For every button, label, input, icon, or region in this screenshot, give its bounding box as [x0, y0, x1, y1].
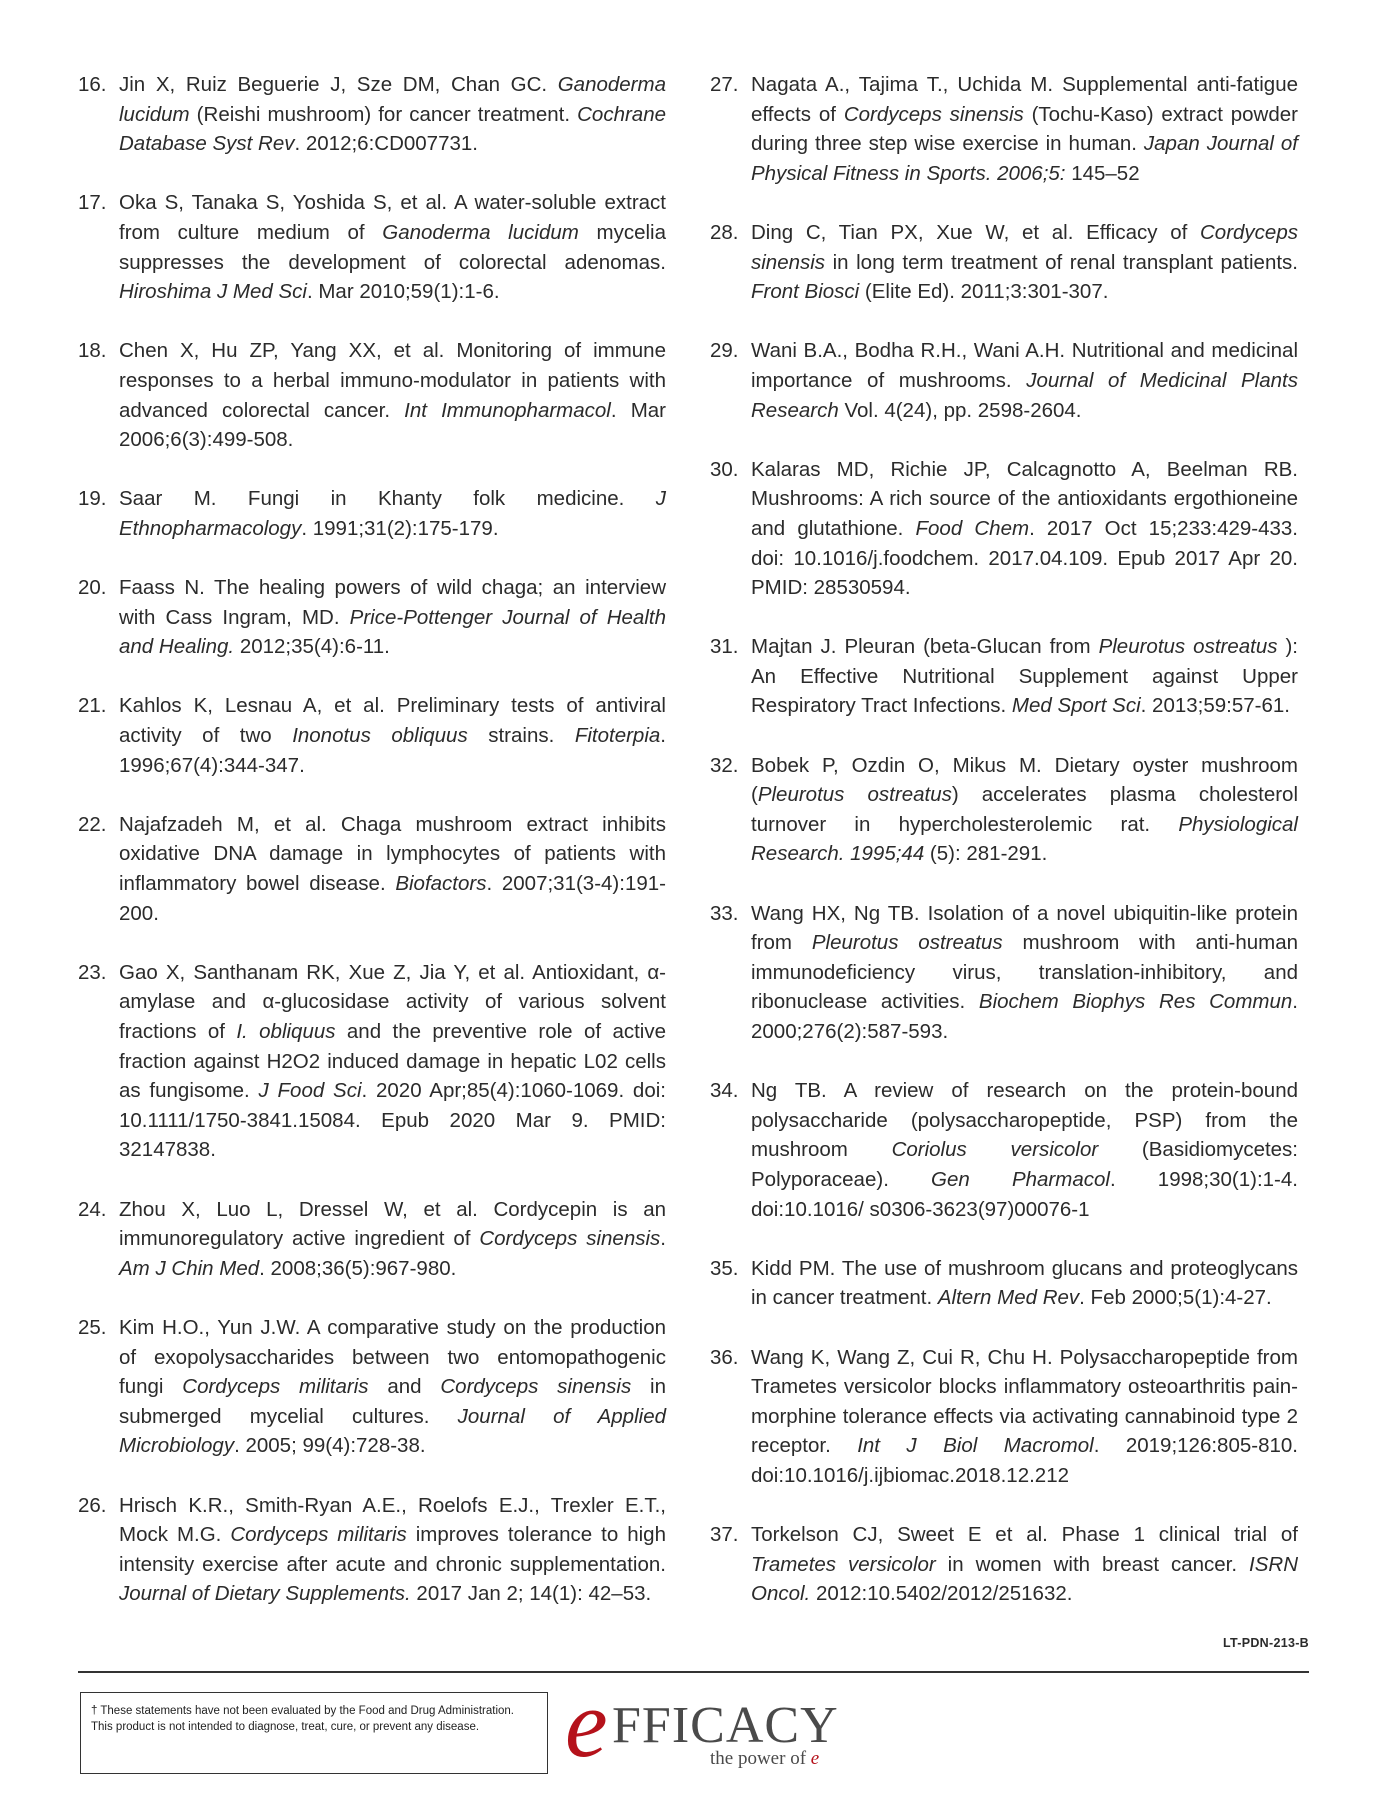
reference-segment: 145–52	[1065, 161, 1140, 185]
reference-segment: and the preventive role of active fraction against H2O2 induced damage in hepatic L02 cells as fungisome.	[119, 1020, 666, 1103]
reference-segment: Torkelson CJ, Sweet E et al. Phase 1 clinical trial of	[751, 1523, 1298, 1547]
reference-text	[119, 958, 666, 1165]
reference-number: 27.	[710, 73, 739, 96]
reference-segment: (Basidiomycetes: Polyporaceae).	[751, 1138, 1299, 1191]
reference-number: 29.	[710, 339, 739, 363]
reference-item	[78, 1313, 666, 1461]
reference-number: 21.	[78, 694, 107, 718]
reference-segment: Saar M. Fungi in Khanty folk medicine.	[119, 487, 656, 511]
reference-segment: Vol. 4(24), pp. 2598-2604.	[838, 398, 1082, 422]
reference-italic-segment: Front Biosci	[751, 280, 860, 304]
reference-segment: . 2020 Apr;85(4):1060-1069. doi: 10.1111/1750-3841.15084. Epub 2020 Mar 9. PMID: 32147838.	[119, 1079, 666, 1162]
reference-italic-segment: Am J Chin Med	[119, 1256, 260, 1280]
reference-number: 33.	[710, 901, 739, 925]
reference-segment: . 2013;59:57-61.	[1140, 694, 1290, 718]
reference-segment: and	[368, 1375, 441, 1399]
reference-text	[751, 1254, 1298, 1313]
reference-text	[751, 218, 1298, 307]
reference-number: 35.	[710, 1256, 739, 1280]
reference-text	[751, 1343, 1298, 1491]
reference-number: 22.	[78, 812, 107, 836]
reference-segment: Ding C, Tian PX, Xue W, et al. Efficacy of	[751, 220, 1200, 244]
reference-text	[119, 188, 666, 306]
reference-italic-segment: Cochrane Database Syst Rev	[119, 102, 666, 156]
reference-number: 37.	[710, 1523, 739, 1547]
reference-item	[710, 70, 1298, 188]
reference-text	[751, 899, 1298, 1047]
reference-number: 18.	[78, 339, 107, 363]
reference-segment: Zhou X, Luo L, Dressel W, et al. Cordycepin is an immunoregulatory active ingredient of	[119, 1197, 666, 1251]
reference-segment: 2012;35(4):6-11.	[234, 635, 390, 659]
reference-text	[119, 1195, 666, 1284]
reference-segment: 2017 Jan 2; 14(1): 42–53.	[410, 1582, 652, 1606]
reference-italic-segment: ISRN Oncol.	[751, 1552, 1298, 1606]
reference-italic-segment: Fitoterpia	[574, 724, 661, 748]
reference-italic-segment: Japan Journal of Physical Fitness in Sports. 2006;5:	[751, 132, 1299, 185]
reference-segment: Wani B.A., Bodha R.H., Wani A.H. Nutritional and medicinal importance of mushrooms.	[751, 339, 1298, 392]
footer-divider	[78, 1671, 1309, 1673]
reference-number: 25.	[78, 1315, 107, 1339]
reference-text	[751, 751, 1298, 869]
reference-number: 26.	[78, 1493, 107, 1517]
reference-segment: . 1998;30(1):1-4. doi:10.1016/ s0306-3623(97)00076-1	[751, 1167, 1298, 1221]
reference-segment: Chen X, Hu ZP, Yang XX, et al. Monitoring of immune responses to a herbal immuno-modulator in patients with advanced colorectal cancer.	[119, 339, 666, 422]
reference-number: 19.	[78, 487, 107, 511]
reference-segment: ) accelerates plasma cholesterol turnover in hypercholesterolemic rat.	[751, 783, 1299, 836]
reference-item	[78, 484, 666, 543]
reference-segment: . 2000;276(2):587-593.	[751, 990, 1298, 1043]
reference-segment: Najafzadeh M, et al. Chaga mushroom extract inhibits oxidative DNA damage in lymphocytes of patients with inflammatory bowel disease.	[119, 812, 666, 896]
reference-italic-segment: Ganoderma lucidum	[382, 220, 579, 244]
reference-text	[119, 70, 666, 159]
reference-segment: 2012:10.5402/2012/251632.	[810, 1582, 1073, 1606]
reference-number: 20.	[78, 576, 107, 600]
disclaimer-line-1: † These statements have not been evaluated by the Food and Drug Administration.	[91, 1705, 515, 1717]
reference-italic-segment: Med Sport Sci	[1011, 694, 1141, 718]
reference-segment: mycelia suppresses the development of colorectal adenomas.	[119, 220, 666, 274]
reference-text	[751, 1520, 1298, 1609]
reference-segment: . 2007;31(3-4):191-200.	[119, 872, 666, 925]
reference-text	[119, 573, 666, 662]
reference-segment: . Mar 2010;59(1):1-6.	[306, 280, 500, 304]
reference-item	[78, 188, 666, 306]
reference-segment: Kalaras MD, Richie JP, Calcagnotto A, Beelman RB. Mushrooms: A rich source of the antioxidants ergothioneine and glutathione.	[751, 457, 1298, 540]
reference-item	[710, 899, 1298, 1047]
reference-segment: in long term treatment of renal transplant patients.	[825, 250, 1298, 274]
reference-italic-segment: Cordyceps sinensis	[843, 102, 1024, 126]
logo-initial: e	[565, 1670, 608, 1777]
reference-segment: Hrisch K.R., Smith-Ryan A.E., Roelofs E.J., Trexler E.T., Mock M.G.	[119, 1493, 666, 1547]
reference-segment: . 2008;36(5):967-980.	[259, 1256, 457, 1280]
reference-italic-segment: Altern Med Rev	[937, 1286, 1080, 1310]
logo-wordmark: FFICACY	[612, 1697, 839, 1754]
reference-segment: (Reishi mushroom) for cancer treatment.	[189, 102, 578, 126]
reference-text	[119, 1313, 666, 1461]
reference-item	[78, 691, 666, 780]
reference-italic-segment: Ganoderma lucidum	[119, 73, 666, 126]
reference-text	[751, 1076, 1298, 1224]
reference-text	[119, 484, 666, 543]
reference-number: 17.	[78, 191, 107, 215]
reference-italic-segment: Cordyceps militaris	[182, 1375, 369, 1399]
reference-segment: . Feb 2000;5(1):4-27.	[1079, 1286, 1272, 1310]
reference-text	[119, 336, 666, 454]
reference-item	[78, 573, 666, 662]
reference-segment: Jin X, Ruiz Beguerie J, Sze DM, Chan GC.	[119, 73, 558, 96]
reference-segment: ): An Effective Nutritional Supplement against Upper Respiratory Tract Infections.	[751, 635, 1299, 718]
logo-tagline-initial: e	[810, 1748, 820, 1769]
reference-segment: Nagata A., Tajima T., Uchida M. Supplemental anti-fatigue effects of	[751, 73, 1298, 126]
reference-italic-segment: Cordyceps sinensis	[751, 220, 1298, 274]
reference-italic-segment: Cordyceps sinensis	[440, 1375, 632, 1399]
reference-text	[119, 810, 666, 928]
reference-number: 30.	[710, 457, 739, 481]
reference-segment: Ng TB. A review of research on the protein-bound polysaccharide (polysaccharopeptide, PSP) from the mushroom	[751, 1079, 1298, 1162]
reference-number: 23.	[78, 960, 107, 984]
reference-segment: Bobek P, Ozdin O, Mikus M. Dietary oyster mushroom (	[751, 753, 1298, 807]
reference-item	[710, 632, 1298, 721]
reference-segment: . 1996;67(4):344-347.	[119, 724, 666, 777]
reference-italic-segment: Coriolus versicolor	[891, 1138, 1099, 1162]
reference-text	[119, 691, 666, 780]
reference-segment: . 1991;31(2):175-179.	[301, 516, 499, 540]
efficacy-logo	[565, 1670, 839, 1787]
reference-number: 28.	[710, 220, 739, 244]
reference-segment: in women with breast cancer.	[935, 1552, 1250, 1576]
reference-segment: Kidd PM. The use of mushroom glucans and proteoglycans in cancer treatment.	[751, 1256, 1298, 1310]
disclaimer-line-2: This product is not intended to diagnose, treat, cure, or prevent any disease.	[91, 1721, 480, 1733]
reference-item	[78, 1491, 666, 1609]
references-left-column	[78, 70, 666, 1638]
reference-segment: improves tolerance to high intensity exercise after acute and chronic supplementation.	[119, 1523, 666, 1576]
reference-segment: Faass N. The healing powers of wild chaga; an interview with Cass Ingram, MD.	[119, 576, 666, 629]
reference-number: 34.	[710, 1079, 739, 1103]
reference-number: 24.	[78, 1197, 107, 1221]
reference-segment: . 2005; 99(4):728-38.	[234, 1434, 426, 1458]
reference-italic-segment: Journal of Medicinal Plants Research	[751, 368, 1298, 422]
document-code: LT-PDN-213-B	[1222, 1636, 1309, 1650]
reference-italic-segment: Int Immunopharmacol	[404, 398, 611, 422]
reference-italic-segment: Trametes versicolor	[751, 1552, 936, 1576]
reference-text	[751, 455, 1298, 603]
fda-disclaimer-box	[80, 1692, 548, 1774]
reference-segment: strains.	[467, 724, 575, 748]
reference-item	[78, 336, 666, 454]
reference-number: 32.	[710, 753, 739, 777]
reference-segment: (5): 281-291.	[924, 842, 1048, 866]
reference-italic-segment: Pleurotus ostreatus	[757, 783, 952, 807]
logo-tagline-text: the power of	[710, 1748, 807, 1769]
reference-segment: Wang HX, Ng TB. Isolation of a novel ubiquitin-like protein from	[751, 901, 1298, 955]
reference-number: 16.	[78, 73, 107, 96]
reference-item	[710, 1520, 1298, 1609]
reference-item	[710, 1254, 1298, 1313]
reference-text	[119, 1491, 666, 1609]
reference-italic-segment: Hiroshima J Med Sci	[119, 280, 307, 304]
reference-text	[751, 70, 1298, 188]
reference-segment: Kahlos K, Lesnau A, et al. Preliminary tests of antiviral activity of two	[119, 694, 666, 748]
reference-segment: . Mar 2006;6(3):499-508.	[119, 398, 666, 452]
reference-item	[710, 1076, 1298, 1224]
references-right-column	[710, 70, 1298, 1638]
reference-italic-segment: Biochem Biophys Res Commun	[978, 990, 1293, 1014]
reference-item	[78, 70, 666, 159]
reference-segment: . 2017 Oct 15;233:429-433. doi: 10.1016/j.foodchem. 2017.04.109. Epub 2017 Apr 20. PMID: 28530594.	[751, 516, 1299, 600]
reference-italic-segment: Physiological Research. 1995;44	[751, 812, 1298, 866]
reference-italic-segment: I. obliquus	[236, 1020, 336, 1043]
reference-segment: (Tochu-Kaso) extract powder during three step wise exercise in human.	[751, 102, 1298, 156]
reference-item	[78, 1195, 666, 1284]
reference-segment: Kim H.O., Yun J.W. A comparative study on the production of exopolysaccharides between two entomopathogenic fungi	[119, 1315, 666, 1399]
reference-italic-segment: J Food Sci	[258, 1079, 362, 1103]
reference-segment: . 2019;126:805-810. doi:10.1016/j.ijbiomac.2018.12.212	[751, 1434, 1298, 1487]
reference-number: 36.	[710, 1345, 739, 1369]
reference-italic-segment: Biofactors	[395, 872, 487, 896]
reference-segment: Oka S, Tanaka S, Yoshida S, et al. A water-soluble extract from culture medium of	[119, 191, 666, 244]
reference-italic-segment: Cordyceps sinensis	[479, 1227, 661, 1251]
reference-segment: Wang K, Wang Z, Cui R, Chu H. Polysaccharopeptide from Trametes versicolor blocks inflammatory osteoarthritis pain-morphine tolerance effects via activating cannabinoid type 2 receptor.	[751, 1345, 1298, 1458]
reference-italic-segment: Journal of Applied Microbiology	[119, 1404, 666, 1458]
reference-italic-segment: Pleurotus ostreatus	[1098, 635, 1278, 659]
reference-segment: Gao X, Santhanam RK, Xue Z, Jia Y, et al. Antioxidant, α-amylase and α-glucosidase activity of various solvent fractions of	[119, 960, 666, 1043]
reference-item	[710, 218, 1298, 307]
reference-segment: in submerged mycelial cultures.	[119, 1375, 666, 1428]
reference-text	[751, 632, 1298, 721]
reference-segment: . 2012;6:CD007731.	[294, 132, 478, 156]
reference-italic-segment: Journal of Dietary Supplements.	[119, 1582, 411, 1606]
reference-italic-segment: Gen Pharmacol	[931, 1167, 1110, 1191]
reference-segment: (Elite Ed). 2011;3:301-307.	[859, 280, 1109, 304]
reference-item	[78, 958, 666, 1165]
reference-italic-segment: Food Chem	[915, 516, 1030, 540]
reference-italic-segment: Price-Pottenger Journal of Health and Healing.	[119, 605, 666, 659]
reference-number: 31.	[710, 635, 739, 659]
reference-italic-segment: Cordyceps militaris	[230, 1523, 407, 1547]
reference-segment: Majtan J. Pleuran (beta-Glucan from	[751, 635, 1099, 659]
reference-italic-segment: Inonotus obliquus	[292, 724, 468, 748]
logo-tagline	[710, 1748, 819, 1770]
reference-italic-segment: J Ethnopharmacology	[119, 487, 666, 540]
reference-text	[751, 336, 1298, 425]
reference-italic-segment: Int J Biol Macromol	[857, 1434, 1094, 1458]
reference-item	[710, 336, 1298, 425]
reference-item	[710, 751, 1298, 869]
reference-item	[710, 1343, 1298, 1491]
reference-segment: mushroom with anti-human immunodeficiency virus, translation-inhibitory, and ribonuclease activities.	[751, 931, 1299, 1014]
reference-segment: .	[660, 1227, 666, 1251]
reference-item	[710, 455, 1298, 603]
reference-italic-segment: Pleurotus ostreatus	[811, 931, 1003, 955]
reference-item	[78, 810, 666, 928]
